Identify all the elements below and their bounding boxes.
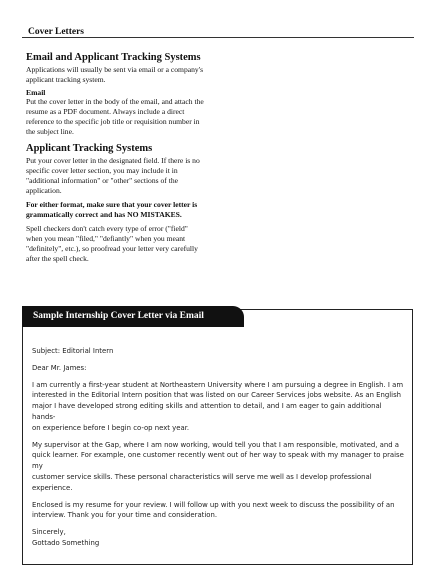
spell-line-4: after the spell check.: [26, 254, 89, 263]
letter-line: I am currently a first-year student at Northeastern University where I am pursuing a degree in English. I am: [32, 380, 404, 389]
letter-line: My supervisor at the Gap, where I am now working, would tell you that I am responsible, motivated, and a: [32, 440, 400, 449]
email-line-1: Put the cover letter in the body of the email, and attach the: [26, 97, 204, 106]
sample-letter-body: [32, 346, 404, 549]
letter-signature: Gottado Something: [32, 538, 100, 547]
sample-letter-title: Sample Internship Cover Letter via Email: [22, 306, 244, 327]
letter-line: customer service skills. These personal characteristics will serve me well as I develop professional experience.: [32, 472, 372, 492]
intro-line-2: applicant tracking system.: [26, 75, 106, 84]
letter-greeting: Dear Mr. James:: [32, 363, 87, 372]
letter-closing: Sincerely,: [32, 528, 66, 537]
letter-line: interview. Thank you for your time and consideration.: [32, 511, 218, 520]
ats-line-3: "additional information" or "other" sections of the: [26, 176, 179, 185]
spell-line-2: when you mean "filed," "defiantly" when you meant: [26, 234, 186, 243]
intro-line-1: Applications will usually be sent via email or a company's: [26, 65, 204, 74]
emphasis-line-2: grammatically correct and has NO MISTAKES.: [26, 210, 182, 219]
section-heading: Applicant Tracking Systems: [26, 143, 153, 154]
ats-line-4: application.: [26, 186, 62, 195]
page-header-title: Cover Letters: [28, 27, 85, 37]
letter-paragraph-2: [32, 440, 404, 494]
section-email-ats: [26, 52, 224, 137]
spell-line-1: Spell checkers don't catch every type of error ("field": [26, 224, 188, 233]
ats-line-1: Put your cover letter in the designated field. If there is no: [26, 156, 200, 165]
email-subheading: Email: [26, 88, 46, 97]
section-heading: Email and Applicant Tracking Systems: [26, 52, 201, 63]
section-ats: [26, 143, 224, 264]
letter-line: quick learner. For example, one customer recently went out of her way to speak with my manager to praise my: [32, 451, 404, 471]
email-line-2: resume as a PDF document. Always include a direct: [26, 107, 185, 116]
letter-line: Enclosed is my resume for your review. I will follow up with you next week to discuss the possibility of an: [32, 500, 395, 509]
letter-line: major I have developed strong editing skills and attention to detail, and I am eager to gain additional hands-: [32, 402, 382, 421]
letter-subject: Subject: Editorial Intern: [32, 347, 114, 355]
letter-paragraph-1: [32, 380, 404, 434]
letter-line: on experience before I begin co-op next year.: [32, 423, 190, 432]
email-line-4: the subject line.: [26, 127, 74, 136]
ats-line-2: specific cover letter section, you may include it in: [26, 166, 178, 175]
emphasis-line-1: For either format, make sure that your cover letter is: [26, 200, 198, 209]
letter-line: interested in the Editorial Intern position that was listed on our Career Services jobs website. As an English: [32, 391, 402, 400]
spell-line-3: "definitely", etc.), so proofread your letter very carefully: [26, 244, 198, 253]
letter-paragraph-3: [32, 500, 404, 522]
header-divider: [22, 37, 414, 38]
email-line-3: reference to the specific job title or requisition number in: [26, 117, 200, 126]
